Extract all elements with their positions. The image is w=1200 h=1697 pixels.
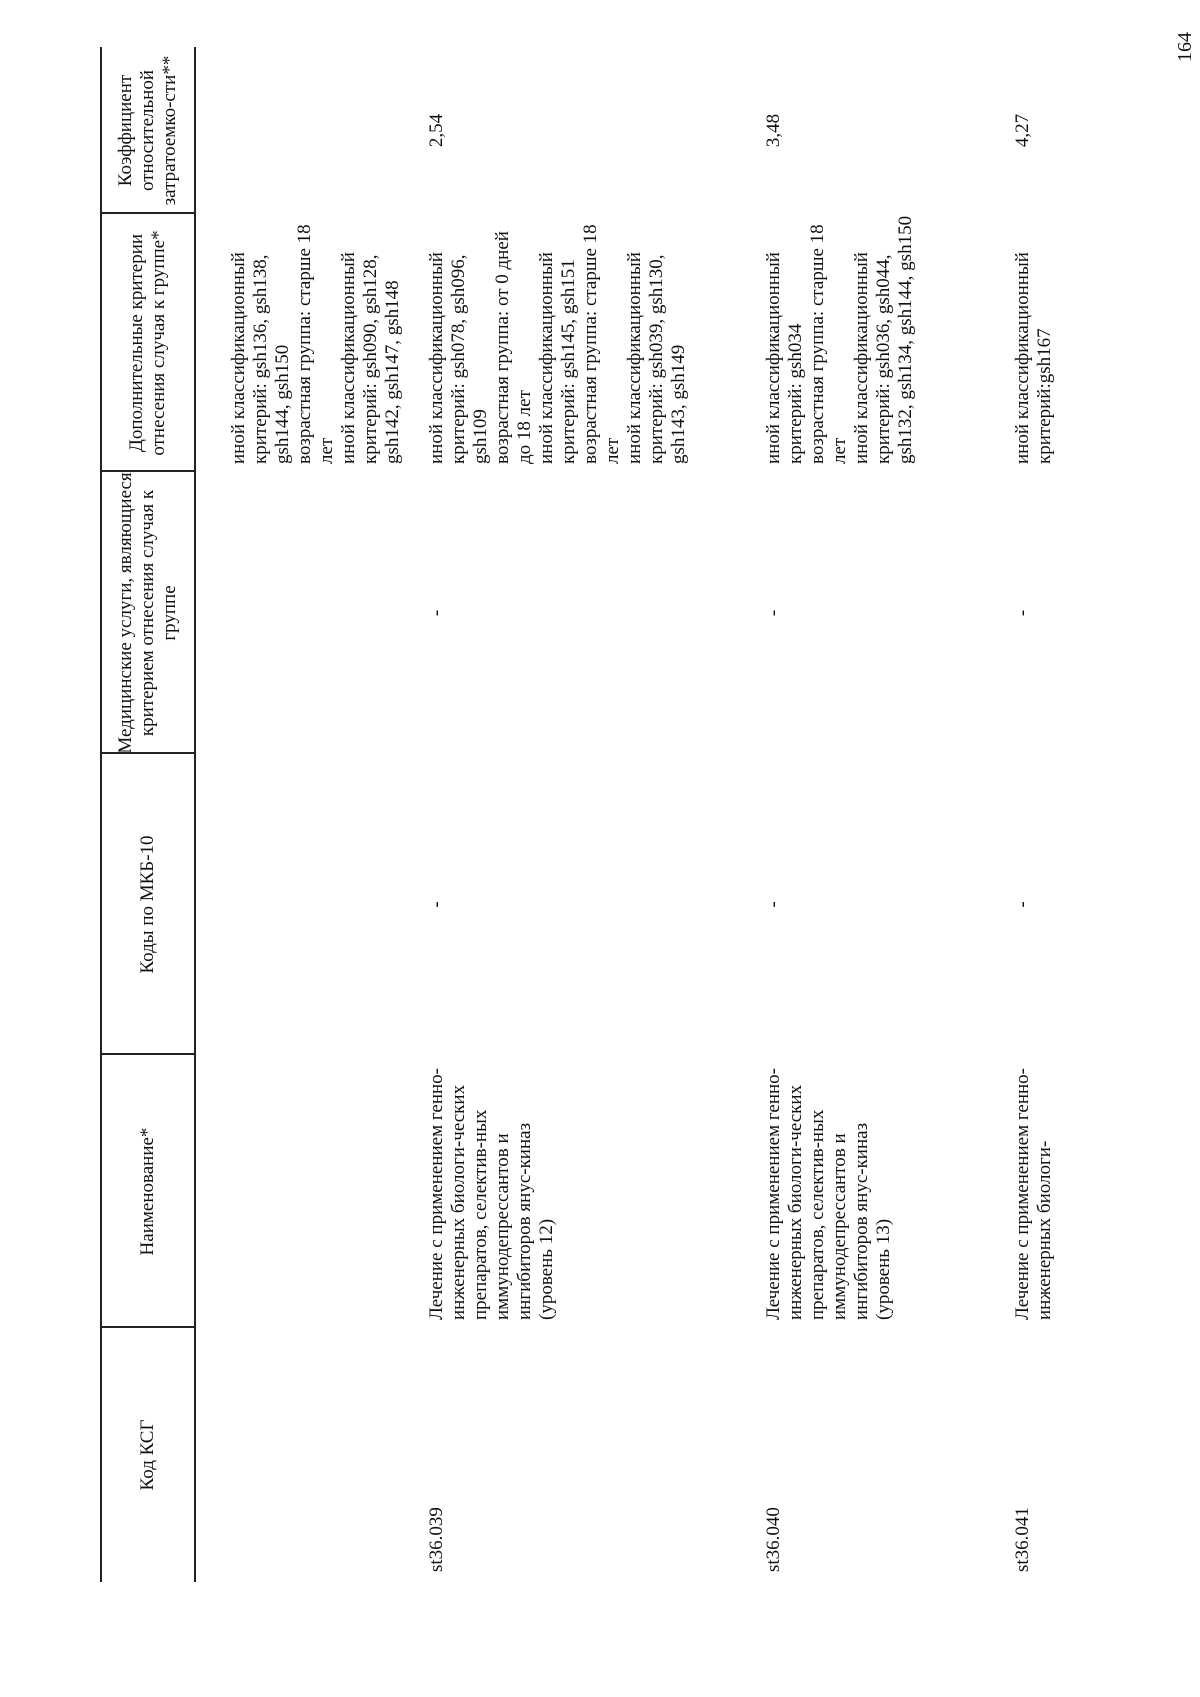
row-services: - [763,609,784,617]
row-coefficient: 3,48 [763,113,784,148]
continuation-criteria: иной классификационный критерий: gsh136, gsh138, gsh144, gsh150 возрастная группа: старше 18 лет иной классификационный критерий: gsh090, gsh128, gsh142, gsh147, gsh148 [228,224,403,464]
row-name: Лечение с применением генно-инженерных биологи-ческих препаратов, селектив-ных иммунодепрессантов и ингибиторов янус-киназ (уровень 12) [426,1068,557,1320]
row-criteria: иной классификационный критерий: gsh034 возрастная группа: старше 18 лет иной классификационный критерий: gsh036, gsh044, gsh132, gsh134, gsh144, gsh150 [763,215,916,464]
header-icd: Коды по МКБ-10 [137,835,158,974]
row-criteria: иной классификационный критерий: gsh078, gsh096, gsh109 возрастная группа: от 0 дней до 18 лет иной классификационный критерий: gsh145, gsh151 возрастная группа: старше 18 лет иной классификационный критерий: gsh039, gsh130, gsh143, gsh149 [426,224,689,464]
row-name: Лечение с применением генно-инженерных биологи-ческих препаратов, селектив-ных иммунодепрессантов и ингибиторов янус-киназ (уровень 13) [763,1068,894,1320]
row-name: Лечение с применением генно-инженерных биологи- [1012,1068,1055,1320]
row-criteria: иной классификационный критерий:gsh167 [1012,252,1055,464]
row-icd: - [426,901,447,908]
row-icd: - [1012,901,1033,908]
header-services: Медицинские услуги, являющиеся критерием отнесения случая к группе [115,472,180,754]
row-coefficient: 4,27 [1012,113,1033,148]
table-top-border [100,47,102,1582]
header-criteria: Дополнительные критерии отнесения случая к группе* [126,230,169,456]
row-code: st36.040 [763,1507,784,1572]
row-code: st36.041 [1012,1507,1033,1572]
row-services: - [426,609,447,617]
header-coefficient: Коэффициент относительной затратоемко-сти** [115,55,180,206]
row-services: - [1012,609,1033,617]
header-bottom-border [194,47,196,1582]
rotated-table [100,47,1160,1582]
header-name: Наименование* [137,1127,158,1256]
header-code: Код КСГ [137,1419,158,1491]
row-coefficient: 2,54 [426,113,447,148]
row-code: st36.039 [426,1507,447,1572]
page-number: 164 [1174,32,1196,62]
row-icd: - [763,901,784,908]
